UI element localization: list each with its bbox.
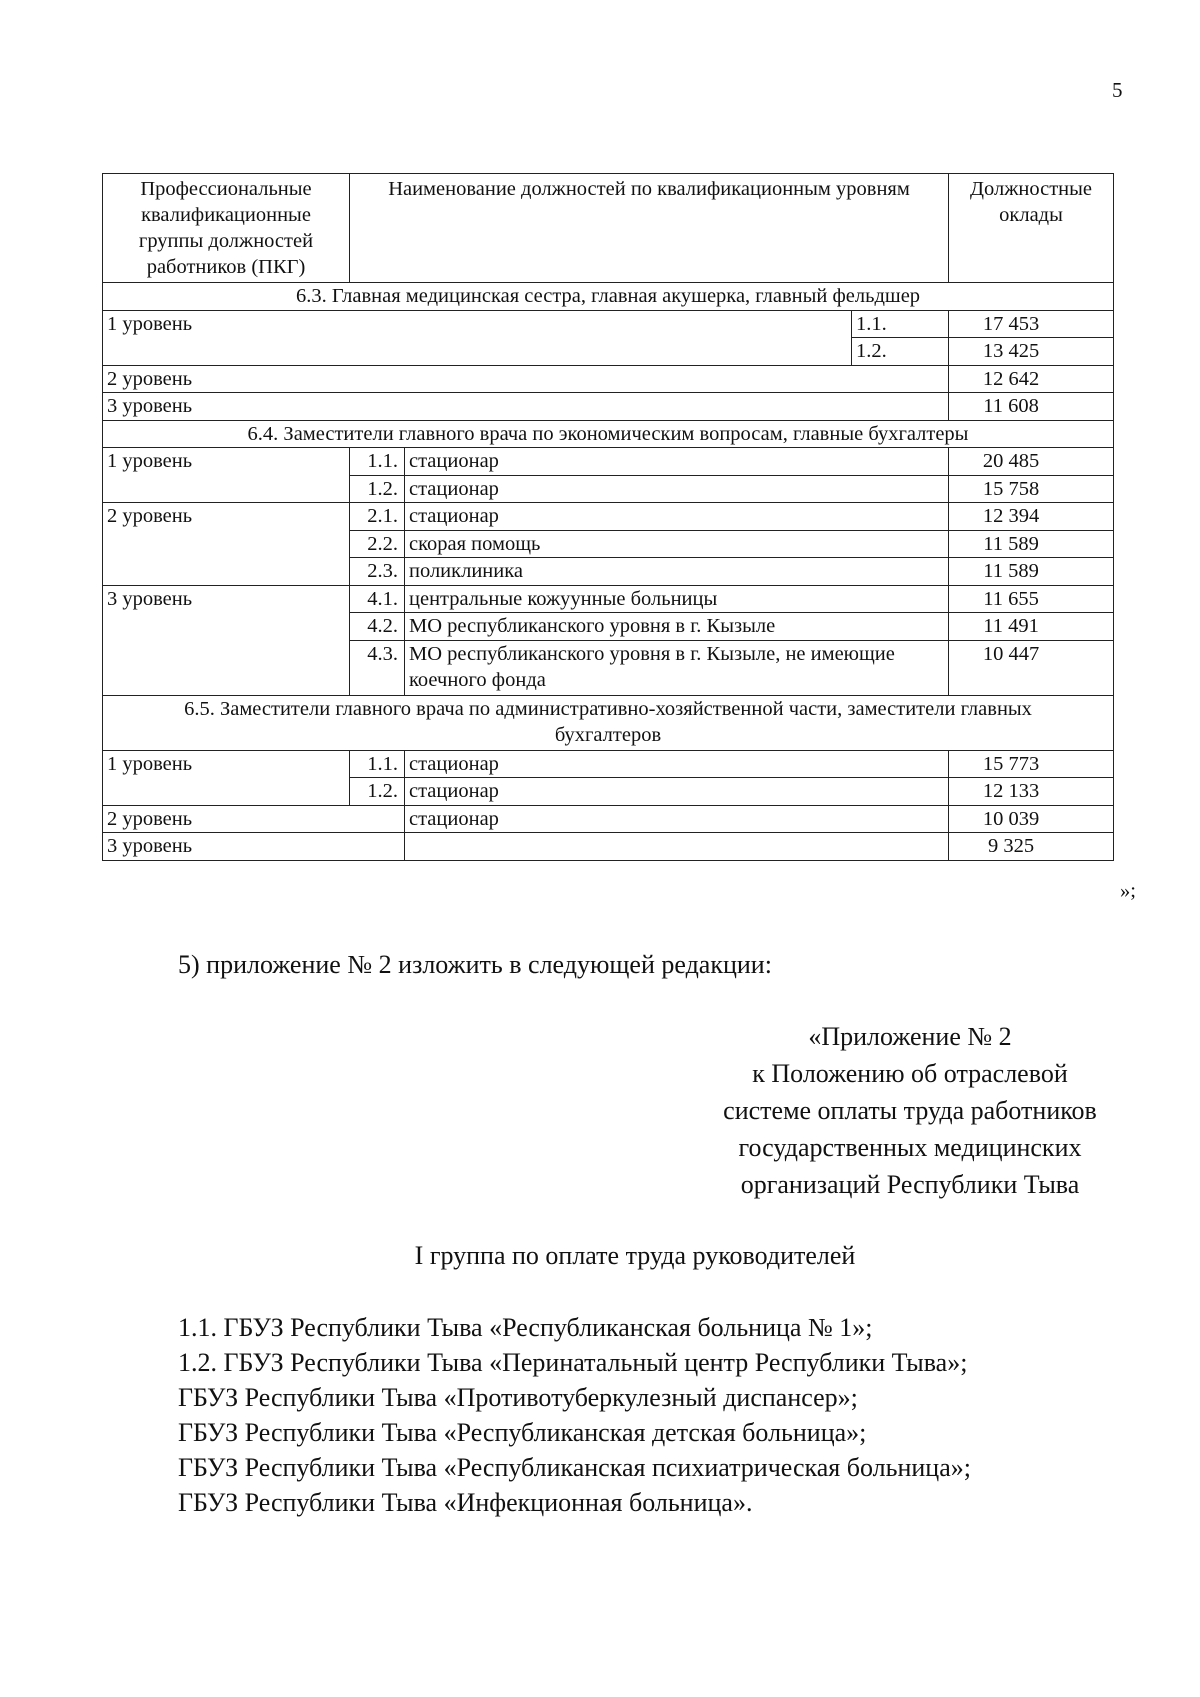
organization-list: [178, 1310, 971, 1520]
header-positions: Наименование должностей по квалификационным уровням: [350, 174, 949, 283]
level-cell: 2 уровень: [103, 503, 350, 586]
code-cell: 2.1.: [350, 503, 405, 531]
salary-cell: 20 485: [949, 448, 1114, 476]
list-item: 1.2. ГБУЗ Республики Тыва «Перинатальный центр Республики Тыва»;: [178, 1348, 968, 1377]
level-cell: 2 уровень: [103, 805, 405, 833]
salary-cell: 15 773: [949, 750, 1114, 778]
level-cell: 2 уровень: [103, 365, 949, 393]
salary-cell: 10 039: [949, 805, 1114, 833]
code-cell: 4.2.: [350, 613, 405, 641]
appendix-line: организаций Республики Тыва: [740, 1170, 1080, 1199]
group-title: I группа по оплате труда руководителей: [414, 1241, 856, 1270]
table-row: [103, 503, 1114, 531]
salary-cell: 11 655: [949, 585, 1114, 613]
code-cell: 2.3.: [350, 558, 405, 586]
salary-cell: 12 394: [949, 503, 1114, 531]
code-cell: 1.1.: [350, 448, 405, 476]
salary-cell: 13 425: [949, 338, 1114, 366]
code-cell: 4.1.: [350, 585, 405, 613]
salary-cell: 12 133: [949, 778, 1114, 806]
salary-cell: 11 589: [949, 530, 1114, 558]
list-item: ГБУЗ Республики Тыва «Республиканская психиатрическая больница»;: [178, 1453, 971, 1482]
header-pkg: Профессиональные квалификационные группы должностей работников (ПКГ): [103, 174, 350, 283]
header-salaries: Должностные оклады: [949, 174, 1114, 283]
position-name-cell: МО республиканского уровня в г. Кызыле: [405, 613, 949, 641]
level-cell: 3 уровень: [103, 585, 350, 695]
level-cell: 1 уровень: [103, 310, 852, 365]
salary-cell: 17 453: [949, 310, 1114, 338]
level-cell: 1 уровень: [103, 750, 350, 805]
salary-cell: 12 642: [949, 365, 1114, 393]
table-row: [103, 365, 1114, 393]
list-item: ГБУЗ Республики Тыва «Противотуберкулезный диспансер»;: [178, 1383, 858, 1412]
position-name-cell: стационар: [405, 750, 949, 778]
appendix-line: к Положению об отраслевой: [752, 1059, 1068, 1088]
table-row: [103, 448, 1114, 476]
level-cell: 1 уровень: [103, 448, 350, 503]
position-name-cell: стационар: [405, 805, 949, 833]
list-item: ГБУЗ Республики Тыва «Инфекционная больница».: [178, 1488, 753, 1517]
section-title-row: [103, 695, 1114, 750]
code-cell: 1.2.: [350, 475, 405, 503]
position-name-cell: [405, 833, 949, 861]
table-row: [103, 393, 1114, 421]
table-row: [103, 805, 1114, 833]
appendix-line: государственных медицинских: [738, 1133, 1082, 1162]
code-cell: 1.1.: [350, 750, 405, 778]
table-row: [103, 833, 1114, 861]
position-name-cell: стационар: [405, 475, 949, 503]
salary-cell: 11 589: [949, 558, 1114, 586]
section-title: 6.5. Заместители главного врача по административно-хозяйственной части, заместители главных бухгалтеров: [103, 695, 1114, 750]
code-cell: 2.2.: [350, 530, 405, 558]
section-title-row: [103, 283, 1114, 311]
table-header-row: [103, 174, 1114, 283]
table-row: [103, 750, 1114, 778]
table-row: [103, 310, 1114, 338]
code-cell: 1.2.: [852, 338, 949, 366]
list-item: ГБУЗ Республики Тыва «Республиканская детская больница»;: [178, 1418, 867, 1447]
salary-cell: 15 758: [949, 475, 1114, 503]
section-title: 6.4. Заместители главного врача по экономическим вопросам, главные бухгалтеры: [103, 420, 1114, 448]
code-cell: 1.1.: [852, 310, 949, 338]
salary-cell: 11 491: [949, 613, 1114, 641]
appendix-line: системе оплаты труда работников: [723, 1096, 1097, 1125]
level-cell: 3 уровень: [103, 833, 405, 861]
position-name-cell: стационар: [405, 448, 949, 476]
position-name-cell: скорая помощь: [405, 530, 949, 558]
position-name-cell: стационар: [405, 778, 949, 806]
code-cell: 4.3.: [350, 640, 405, 695]
salary-table: [102, 173, 1114, 861]
position-name-cell: МО республиканского уровня в г. Кызыле, не имеющие коечного фонда: [405, 640, 949, 695]
position-name-cell: стационар: [405, 503, 949, 531]
salary-cell: 10 447: [949, 640, 1114, 695]
position-name-cell: поликлиника: [405, 558, 949, 586]
list-item: 1.1. ГБУЗ Республики Тыва «Республиканская больница № 1»;: [178, 1313, 873, 1342]
appendix-line: «Приложение № 2: [808, 1022, 1012, 1051]
section-title: 6.3. Главная медицинская сестра, главная акушерка, главный фельдшер: [103, 283, 1114, 311]
table-row: [103, 585, 1114, 613]
section-title-row: [103, 420, 1114, 448]
code-cell: 1.2.: [350, 778, 405, 806]
position-name-cell: центральные кожуунные больницы: [405, 585, 949, 613]
amendment-instruction: 5) приложение № 2 изложить в следующей редакции:: [178, 950, 772, 979]
closing-quote: »;: [1120, 880, 1136, 902]
salary-cell: 9 325: [949, 833, 1114, 861]
page-number: 5: [1112, 78, 1123, 102]
salary-cell: 11 608: [949, 393, 1114, 421]
appendix-heading: [690, 1018, 1130, 1203]
level-cell: 3 уровень: [103, 393, 949, 421]
